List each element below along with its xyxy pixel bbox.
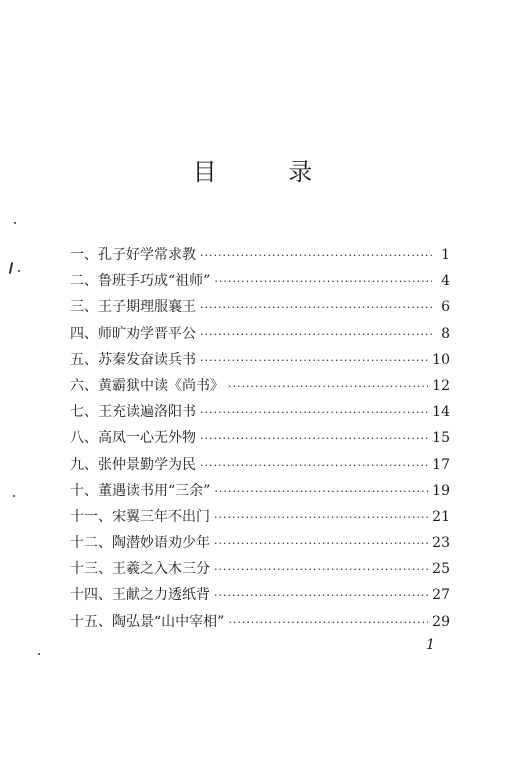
toc-entry-title: 九、张仲景勤学为民: [70, 456, 196, 473]
toc-entry-page: 29: [432, 613, 450, 630]
toc-entry-title: 五、苏秦发奋读兵书: [70, 351, 196, 368]
toc-entry: [70, 323, 450, 349]
toc-entry-page: 1: [441, 247, 450, 263]
toc-entry-title: 十二、陶潜妙语劝少年: [70, 535, 210, 552]
leader-dots: [200, 249, 432, 262]
toc-entry-page: 19: [432, 482, 450, 499]
scan-speck: [13, 495, 15, 497]
toc-entry: [70, 270, 450, 296]
toc-entry-title: 十一、宋翼三年不出门: [70, 508, 210, 525]
toc-entry: [70, 506, 450, 532]
scan-speck: [18, 270, 20, 272]
leader-dots: [214, 511, 428, 524]
leader-dots: [214, 275, 432, 288]
scan-speck: [14, 222, 16, 224]
toc-entry-page: 8: [441, 325, 450, 342]
page-number: 1: [426, 637, 435, 653]
toc-entry: [70, 558, 450, 584]
scan-speck: [38, 653, 40, 655]
toc-entry-title: 十、董遇读书用“三余”: [70, 482, 211, 499]
leader-dots: [214, 589, 428, 602]
toc-entry-page: 21: [432, 508, 450, 525]
toc-entry-title: 三、王子期理服襄王: [70, 299, 196, 316]
leader-dots: [228, 380, 428, 393]
toc-entry-title: 七、王充读遍洛阳书: [70, 404, 196, 421]
table-of-contents: [70, 244, 450, 637]
leader-dots: [200, 432, 428, 445]
leader-dots: [200, 301, 432, 314]
toc-entry-title: 十三、王羲之入木三分: [70, 561, 210, 578]
toc-entry-title: 二、鲁班手巧成“祖师”: [70, 273, 211, 290]
toc-entry: [70, 375, 450, 401]
toc-entry: [70, 480, 450, 506]
toc-entry-page: 4: [441, 273, 450, 290]
leader-dots: [228, 616, 428, 629]
toc-entry-title: 六、黄霸狱中读《尚书》: [70, 377, 224, 394]
toc-entry-page: 27: [432, 587, 450, 604]
toc-entry: [70, 244, 450, 270]
toc-entry: [70, 401, 450, 427]
toc-entry-title: 十五、陶弘景“山中宰相”: [70, 613, 225, 630]
toc-entry-page: 10: [432, 351, 450, 368]
toc-entry-page: 12: [432, 377, 450, 394]
toc-entry-title: 十四、王献之力透纸背: [70, 587, 210, 604]
toc-entry-title: 一、孔子好学常求教: [70, 247, 196, 263]
toc-entry-title: 八、高凤一心无外物: [70, 430, 196, 447]
toc-entry-page: 15: [432, 430, 450, 447]
leader-dots: [200, 459, 428, 472]
toc-entry: [70, 349, 450, 375]
scan-speck: [9, 262, 13, 274]
leader-dots: [200, 354, 428, 367]
toc-entry-page: 23: [432, 535, 450, 552]
toc-entry-page: 17: [432, 456, 450, 473]
toc-entry-page: 25: [432, 561, 450, 578]
toc-entry-page: 6: [441, 299, 450, 316]
toc-entry: [70, 454, 450, 480]
leader-dots: [200, 406, 428, 419]
page-title: 目 录: [192, 158, 345, 186]
toc-entry-page: 14: [432, 404, 450, 421]
toc-entry: [70, 611, 450, 637]
toc-entry: [70, 532, 450, 558]
leader-dots: [214, 485, 428, 498]
toc-entry: [70, 296, 450, 322]
leader-dots: [200, 328, 432, 341]
leader-dots: [214, 537, 428, 550]
toc-entry-title: 四、师旷劝学晋平公: [70, 325, 196, 342]
toc-entry: [70, 584, 450, 610]
leader-dots: [214, 563, 428, 576]
toc-entry: [70, 427, 450, 453]
